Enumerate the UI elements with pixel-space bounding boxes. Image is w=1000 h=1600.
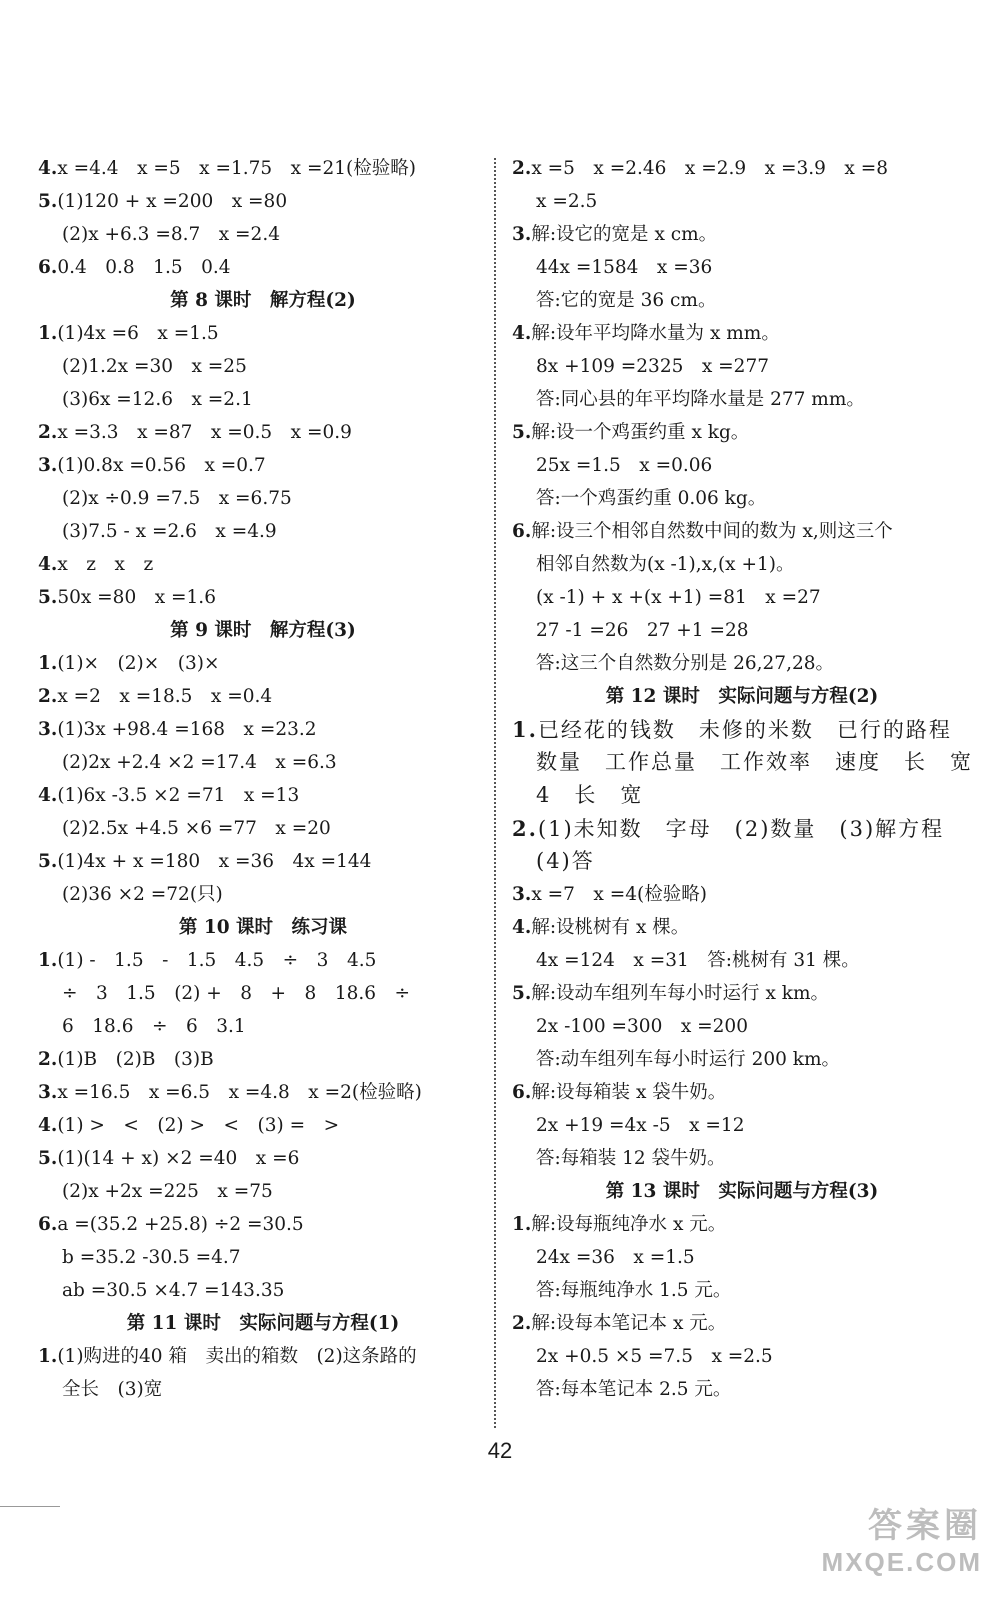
watermark-bottom: MXQE.COM — [821, 1547, 982, 1577]
answer-line — [512, 383, 972, 416]
answer-line — [512, 944, 972, 977]
answer-line — [38, 185, 488, 218]
answer-text: 8x +109 =2325 x =277 — [536, 356, 769, 377]
answer-text: 答:每瓶纯净水 1.5 元。 — [536, 1280, 732, 1301]
answer-line — [38, 1373, 488, 1406]
question-number: 3. — [38, 1082, 58, 1103]
answer-text: a =(35.2 +25.8) ÷2 =30.5 — [57, 1214, 304, 1235]
question-number: 5. — [38, 191, 58, 212]
answer-line — [512, 977, 972, 1010]
answer-line — [38, 812, 488, 845]
answer-line — [38, 581, 488, 614]
answer-text: 数量 工作总量 工作效率 速度 长 宽 — [536, 750, 973, 774]
answer-line — [512, 647, 972, 680]
question-number: 1. — [512, 1214, 532, 1235]
answer-line — [38, 1241, 488, 1274]
answer-text: (2)x +6.3 =8.7 x =2.4 — [62, 224, 280, 245]
answer-text: (2)x +2x =225 x =75 — [62, 1181, 273, 1202]
question-number: 6. — [512, 521, 532, 542]
question-number: 2. — [512, 1313, 532, 1334]
answer-text: 4 长 宽 — [536, 783, 644, 807]
question-number: 1. — [512, 717, 538, 742]
answer-text: 答:同心县的年平均降水量是 277 mm。 — [536, 389, 865, 410]
answer-line — [512, 1274, 972, 1307]
answer-text: (1)(14 + x) ×2 =40 x =6 — [57, 1148, 300, 1169]
answer-line — [38, 680, 488, 713]
section-heading: 第 12 课时 实际问题与方程(2) — [605, 686, 879, 707]
question-number: 4. — [512, 323, 532, 344]
answer-text: 已经花的钱数 未修的米数 已行的路程 — [537, 718, 952, 742]
answer-text: 解:设桃树有 x 棵。 — [531, 917, 690, 938]
answer-line — [38, 1208, 488, 1241]
answer-line — [512, 482, 972, 515]
answer-text: 解:设一个鸡蛋约重 x kg。 — [531, 422, 750, 443]
answer-line — [38, 1142, 488, 1175]
answer-text: 27 -1 =26 27 +1 =28 — [536, 620, 749, 641]
question-number: 3. — [512, 884, 532, 905]
answer-text: 答:一个鸡蛋约重 0.06 kg。 — [536, 488, 767, 509]
question-number: 6. — [38, 1214, 58, 1235]
answer-line — [512, 1010, 972, 1043]
answer-line — [38, 1175, 488, 1208]
answer-text: 解:设动车组列车每小时运行 x km。 — [531, 983, 830, 1004]
answer-text: 相邻自然数为(x -1),x,(x +1)。 — [536, 554, 795, 575]
question-number: 2. — [512, 816, 538, 841]
answer-text: 0.4 0.8 1.5 0.4 — [57, 257, 231, 278]
question-number: 4. — [38, 554, 58, 575]
answer-text: 25x =1.5 x =0.06 — [536, 455, 713, 476]
answer-text: 解:设三个相邻自然数中间的数为 x,则这三个 — [531, 521, 893, 542]
answer-text: x =5 x =2.46 x =2.9 x =3.9 x =8 — [531, 158, 888, 179]
answer-line — [38, 449, 488, 482]
question-number: 5. — [512, 983, 532, 1004]
answer-text: x =2.5 — [536, 191, 598, 212]
question-number: 5. — [38, 587, 58, 608]
answer-line — [512, 911, 972, 944]
answer-text: x z x z — [57, 554, 154, 575]
answer-line — [38, 482, 488, 515]
answer-line — [38, 878, 488, 911]
question-number: 6. — [38, 257, 58, 278]
answer-line — [512, 548, 972, 581]
answer-text: ÷ 3 1.5 (2) + 8 + 8 18.6 ÷ — [62, 983, 411, 1004]
answer-text: (2)1.2x =30 x =25 — [62, 356, 247, 377]
bottom-rule — [0, 1506, 60, 1507]
answer-line — [512, 1208, 972, 1241]
answer-text: (1)× (2)× (3)× — [57, 653, 220, 674]
answer-line — [38, 647, 488, 680]
question-number: 2. — [38, 422, 58, 443]
answer-line — [512, 284, 972, 317]
answer-line — [512, 878, 972, 911]
answer-line — [512, 614, 972, 647]
answer-text: (4)答 — [536, 849, 595, 873]
answer-line — [512, 1241, 972, 1274]
answer-line — [38, 1274, 488, 1307]
answer-text: (1)4x + x =180 x =36 4x =144 — [57, 851, 372, 872]
answer-text: 4x =124 x =31 答:桃树有 31 棵。 — [536, 950, 860, 971]
question-number: 2. — [38, 686, 58, 707]
question-number: 3. — [38, 455, 58, 476]
answer-text: 解:设它的宽是 x cm。 — [531, 224, 718, 245]
answer-line — [38, 416, 488, 449]
answer-line — [512, 317, 972, 350]
answer-text: (2)2.5x +4.5 ×6 =77 x =20 — [62, 818, 331, 839]
answer-text: x =16.5 x =6.5 x =4.8 x =2(检验略) — [57, 1082, 422, 1103]
answer-text: (1) - 1.5 - 1.5 4.5 ÷ 3 4.5 — [57, 950, 377, 971]
answer-text: x =4.4 x =5 x =1.75 x =21(检验略) — [57, 158, 416, 179]
answer-text: 50x =80 x =1.6 — [57, 587, 216, 608]
answer-line — [38, 515, 488, 548]
answer-text: x =3.3 x =87 x =0.5 x =0.9 — [57, 422, 352, 443]
answer-line — [38, 1109, 488, 1142]
answer-text: (1)未知数 字母 (2)数量 (3)解方程 — [537, 817, 945, 841]
answer-text: (1)0.8x =0.56 x =0.7 — [57, 455, 266, 476]
question-number: 5. — [38, 851, 58, 872]
section-heading: 第 13 课时 实际问题与方程(3) — [605, 1181, 879, 1202]
answer-text: x =2 x =18.5 x =0.4 — [57, 686, 273, 707]
question-number: 1. — [38, 950, 58, 971]
left-column — [38, 152, 488, 1406]
answer-text: (x -1) + x +(x +1) =81 x =27 — [536, 587, 821, 608]
question-number: 4. — [38, 158, 58, 179]
answer-line — [38, 977, 488, 1010]
answer-text: (2)2x +2.4 ×2 =17.4 x =6.3 — [62, 752, 337, 773]
answer-line — [512, 515, 972, 548]
question-number: 2. — [38, 1049, 58, 1070]
question-number: 2. — [512, 158, 532, 179]
question-number: 1. — [38, 1346, 58, 1367]
question-number: 4. — [38, 1115, 58, 1136]
answer-text: 答:这三个自然数分别是 26,27,28。 — [536, 653, 834, 674]
question-number: 6. — [512, 1082, 532, 1103]
answer-line — [512, 746, 972, 779]
answer-text: 2x +19 =4x -5 x =12 — [536, 1115, 745, 1136]
right-column — [512, 152, 972, 1406]
question-number: 4. — [38, 785, 58, 806]
answer-line — [512, 1340, 972, 1373]
answer-line — [512, 581, 972, 614]
answer-text: 答:它的宽是 36 cm。 — [536, 290, 717, 311]
answer-line — [512, 1076, 972, 1109]
answer-text: (3)6x =12.6 x =2.1 — [62, 389, 253, 410]
answer-line — [38, 1010, 488, 1043]
answer-line — [38, 1340, 488, 1373]
question-number: 1. — [38, 323, 58, 344]
answer-line — [512, 779, 972, 812]
answer-text: (1)6x -3.5 ×2 =71 x =13 — [57, 785, 300, 806]
answer-line — [512, 1142, 972, 1175]
answer-line — [512, 713, 972, 746]
question-number: 1. — [38, 653, 58, 674]
answer-line — [512, 152, 972, 185]
column-divider — [494, 158, 496, 1428]
answer-text: x =7 x =4(检验略) — [531, 884, 707, 905]
answer-text: 2x +0.5 ×5 =7.5 x =2.5 — [536, 1346, 773, 1367]
answer-line — [38, 713, 488, 746]
answer-text: 解:设年平均降水量为 x mm。 — [531, 323, 780, 344]
watermark — [822, 1498, 982, 1578]
answer-text: 答:每本笔记本 2.5 元。 — [536, 1379, 732, 1400]
answer-line — [38, 251, 488, 284]
answer-line — [38, 944, 488, 977]
section-heading: 第 8 课时 解方程(2) — [170, 290, 356, 311]
watermark-top: 答案圈 — [868, 1507, 982, 1545]
answer-text: 解:设每本笔记本 x 元。 — [531, 1313, 727, 1334]
answer-line — [38, 218, 488, 251]
answer-line — [38, 1076, 488, 1109]
answer-line — [512, 449, 972, 482]
answer-text: ab =30.5 ×4.7 =143.35 — [62, 1280, 285, 1301]
answer-line — [512, 185, 972, 218]
question-number: 5. — [512, 422, 532, 443]
answer-text: (3)7.5 - x =2.6 x =4.9 — [62, 521, 277, 542]
answer-line — [38, 1043, 488, 1076]
answer-line — [38, 317, 488, 350]
answer-text: 答:动车组列车每小时运行 200 km。 — [536, 1049, 841, 1070]
answer-text: 44x =1584 x =36 — [536, 257, 713, 278]
answer-text: 6 18.6 ÷ 6 3.1 — [62, 1016, 246, 1037]
question-number: 4. — [512, 917, 532, 938]
answer-line — [38, 383, 488, 416]
answer-line — [512, 416, 972, 449]
answer-line — [512, 251, 972, 284]
answer-text: (1)4x =6 x =1.5 — [57, 323, 219, 344]
answer-text: 解:设每箱装 x 袋牛奶。 — [531, 1082, 727, 1103]
answer-text: 24x =36 x =1.5 — [536, 1247, 695, 1268]
answer-line — [512, 218, 972, 251]
section-heading: 第 10 课时 练习课 — [178, 917, 348, 938]
answer-line — [38, 746, 488, 779]
answer-text: (2)x ÷0.9 =7.5 x =6.75 — [62, 488, 292, 509]
answer-text: (1)120 + x =200 x =80 — [57, 191, 288, 212]
answer-text: 解:设每瓶纯净水 x 元。 — [531, 1214, 727, 1235]
answer-text: 答:每箱装 12 袋牛奶。 — [536, 1148, 726, 1169]
question-number: 3. — [512, 224, 532, 245]
answer-text: (1)3x +98.4 =168 x =23.2 — [57, 719, 317, 740]
answer-text: (1)B (2)B (3)B — [57, 1049, 214, 1070]
answer-text: (2)36 ×2 =72(只) — [62, 884, 223, 905]
answer-line — [38, 350, 488, 383]
question-number: 5. — [38, 1148, 58, 1169]
answer-text: b =35.2 -30.5 =4.7 — [62, 1247, 241, 1268]
answer-line — [512, 1109, 972, 1142]
question-number: 3. — [38, 719, 58, 740]
answer-line — [512, 845, 972, 878]
answer-text: (1) > < (2) > < (3) = > — [57, 1115, 340, 1136]
answer-line — [512, 1373, 972, 1406]
page-number: 42 — [487, 1438, 513, 1463]
answer-text: 2x -100 =300 x =200 — [536, 1016, 748, 1037]
answer-line — [512, 812, 972, 845]
answer-line — [512, 350, 972, 383]
answer-line — [38, 548, 488, 581]
answer-line — [38, 152, 488, 185]
section-heading: 第 9 课时 解方程(3) — [170, 620, 356, 641]
answer-text: (1)购进的40 箱 卖出的箱数 (2)这条路的 — [57, 1346, 417, 1367]
answer-line — [512, 1307, 972, 1340]
answer-line — [512, 1043, 972, 1076]
answer-line — [38, 779, 488, 812]
section-heading: 第 11 课时 实际问题与方程(1) — [126, 1313, 400, 1334]
answer-line — [38, 845, 488, 878]
answer-text: 全长 (3)宽 — [62, 1379, 163, 1400]
